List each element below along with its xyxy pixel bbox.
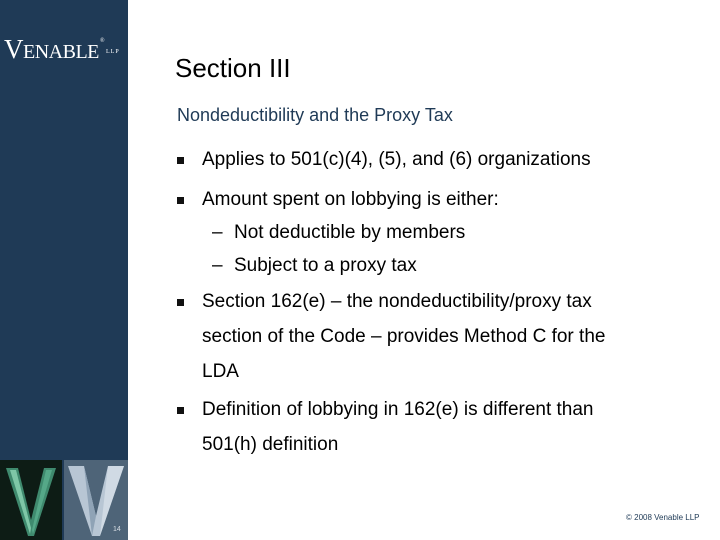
decorative-v-images [0,460,128,540]
bullet-line: Applies to 501(c)(4), (5), and (6) organizations [202,149,591,170]
bullet-line: LDA [202,361,239,382]
sub-bullet: – Subject to a proxy tax [212,255,417,276]
venable-logo [4,32,126,66]
slide-title: Section III [175,53,291,83]
copyright-notice: © 2008 Venable LLP [626,513,700,522]
sub-bullet-text: Not deductible by members [234,222,466,243]
page-number: 14 [113,526,121,533]
green-v-image [0,460,62,540]
bullet-line: section of the Code – provides Method C for the [202,326,606,347]
bullet-line: Amount spent on lobbying is either: [202,189,499,210]
slide-subtitle: Nondeductibility and the Proxy Tax [177,105,453,125]
bullet-marker [177,299,184,306]
bullet-marker [177,407,184,414]
bullet-marker [177,157,184,164]
bullet-marker [177,197,184,204]
bullet-line: Definition of lobbying in 162(e) is different than [202,399,594,420]
logo-llp: LLP [106,49,120,55]
left-sidebar [0,0,128,540]
bullet-line: 501(h) definition [202,434,339,455]
logo-registered-mark: ® [100,38,105,44]
sub-bullet: – Not deductible by members [212,222,466,243]
logo-wordmark: VENABLE [4,34,99,64]
bullet-line: Section 162(e) – the nondeductibility/proxy tax [202,291,592,312]
sub-bullet-text: Subject to a proxy tax [234,255,417,276]
